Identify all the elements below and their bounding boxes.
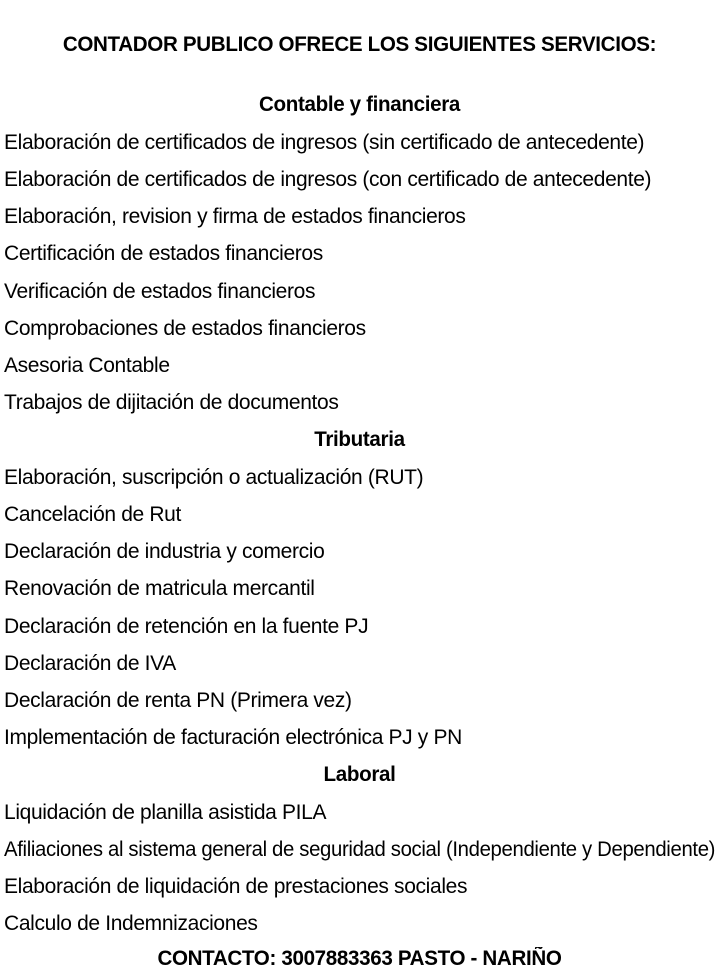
service-item: Comprobaciones de estados financieros <box>4 317 366 340</box>
contact-line: CONTACTO: 3007883363 PASTO - NARIÑO <box>157 947 562 970</box>
service-item: Elaboración de liquidación de prestaciones sociales <box>4 875 468 898</box>
service-item: Declaración de IVA <box>4 652 176 675</box>
service-item: Elaboración, suscripción o actualización (RUT) <box>4 466 424 489</box>
service-item: Asesoria Contable <box>4 354 170 377</box>
service-item: Calculo de Indemnizaciones <box>4 912 258 935</box>
service-item: Declaración de renta PN (Primera vez) <box>4 689 352 712</box>
service-item: Declaración de retención en la fuente PJ <box>4 615 369 638</box>
service-item: Elaboración de certificados de ingresos (sin certificado de antecedente) <box>4 131 645 154</box>
service-item: Certificación de estados financieros <box>4 242 323 265</box>
service-item: Verificación de estados financieros <box>4 280 316 303</box>
service-item: Afiliaciones al sistema general de seguridad social (Independiente y Dependiente) <box>4 838 716 861</box>
section-heading-tributaria: Tributaria <box>314 428 405 451</box>
service-item: Liquidación de planilla asistida PILA <box>4 801 327 824</box>
service-item: Renovación de matricula mercantil <box>4 577 315 600</box>
service-item: Elaboración de certificados de ingresos (con certificado de antecedente) <box>4 168 652 191</box>
service-item: Cancelación de Rut <box>4 503 181 526</box>
section-heading-laboral: Laboral <box>323 763 396 786</box>
service-item: Trabajos de dijitación de documentos <box>4 391 339 414</box>
section-heading-contable: Contable y financiera <box>258 93 461 116</box>
service-item: Declaración de industria y comercio <box>4 540 325 563</box>
service-item: Implementación de facturación electrónica PJ y PN <box>4 726 462 749</box>
service-item: Elaboración, revision y firma de estados financieros <box>4 205 466 228</box>
flyer-title: CONTADOR PUBLICO OFRECE LOS SIGUIENTES SERVICIOS: <box>62 33 657 56</box>
